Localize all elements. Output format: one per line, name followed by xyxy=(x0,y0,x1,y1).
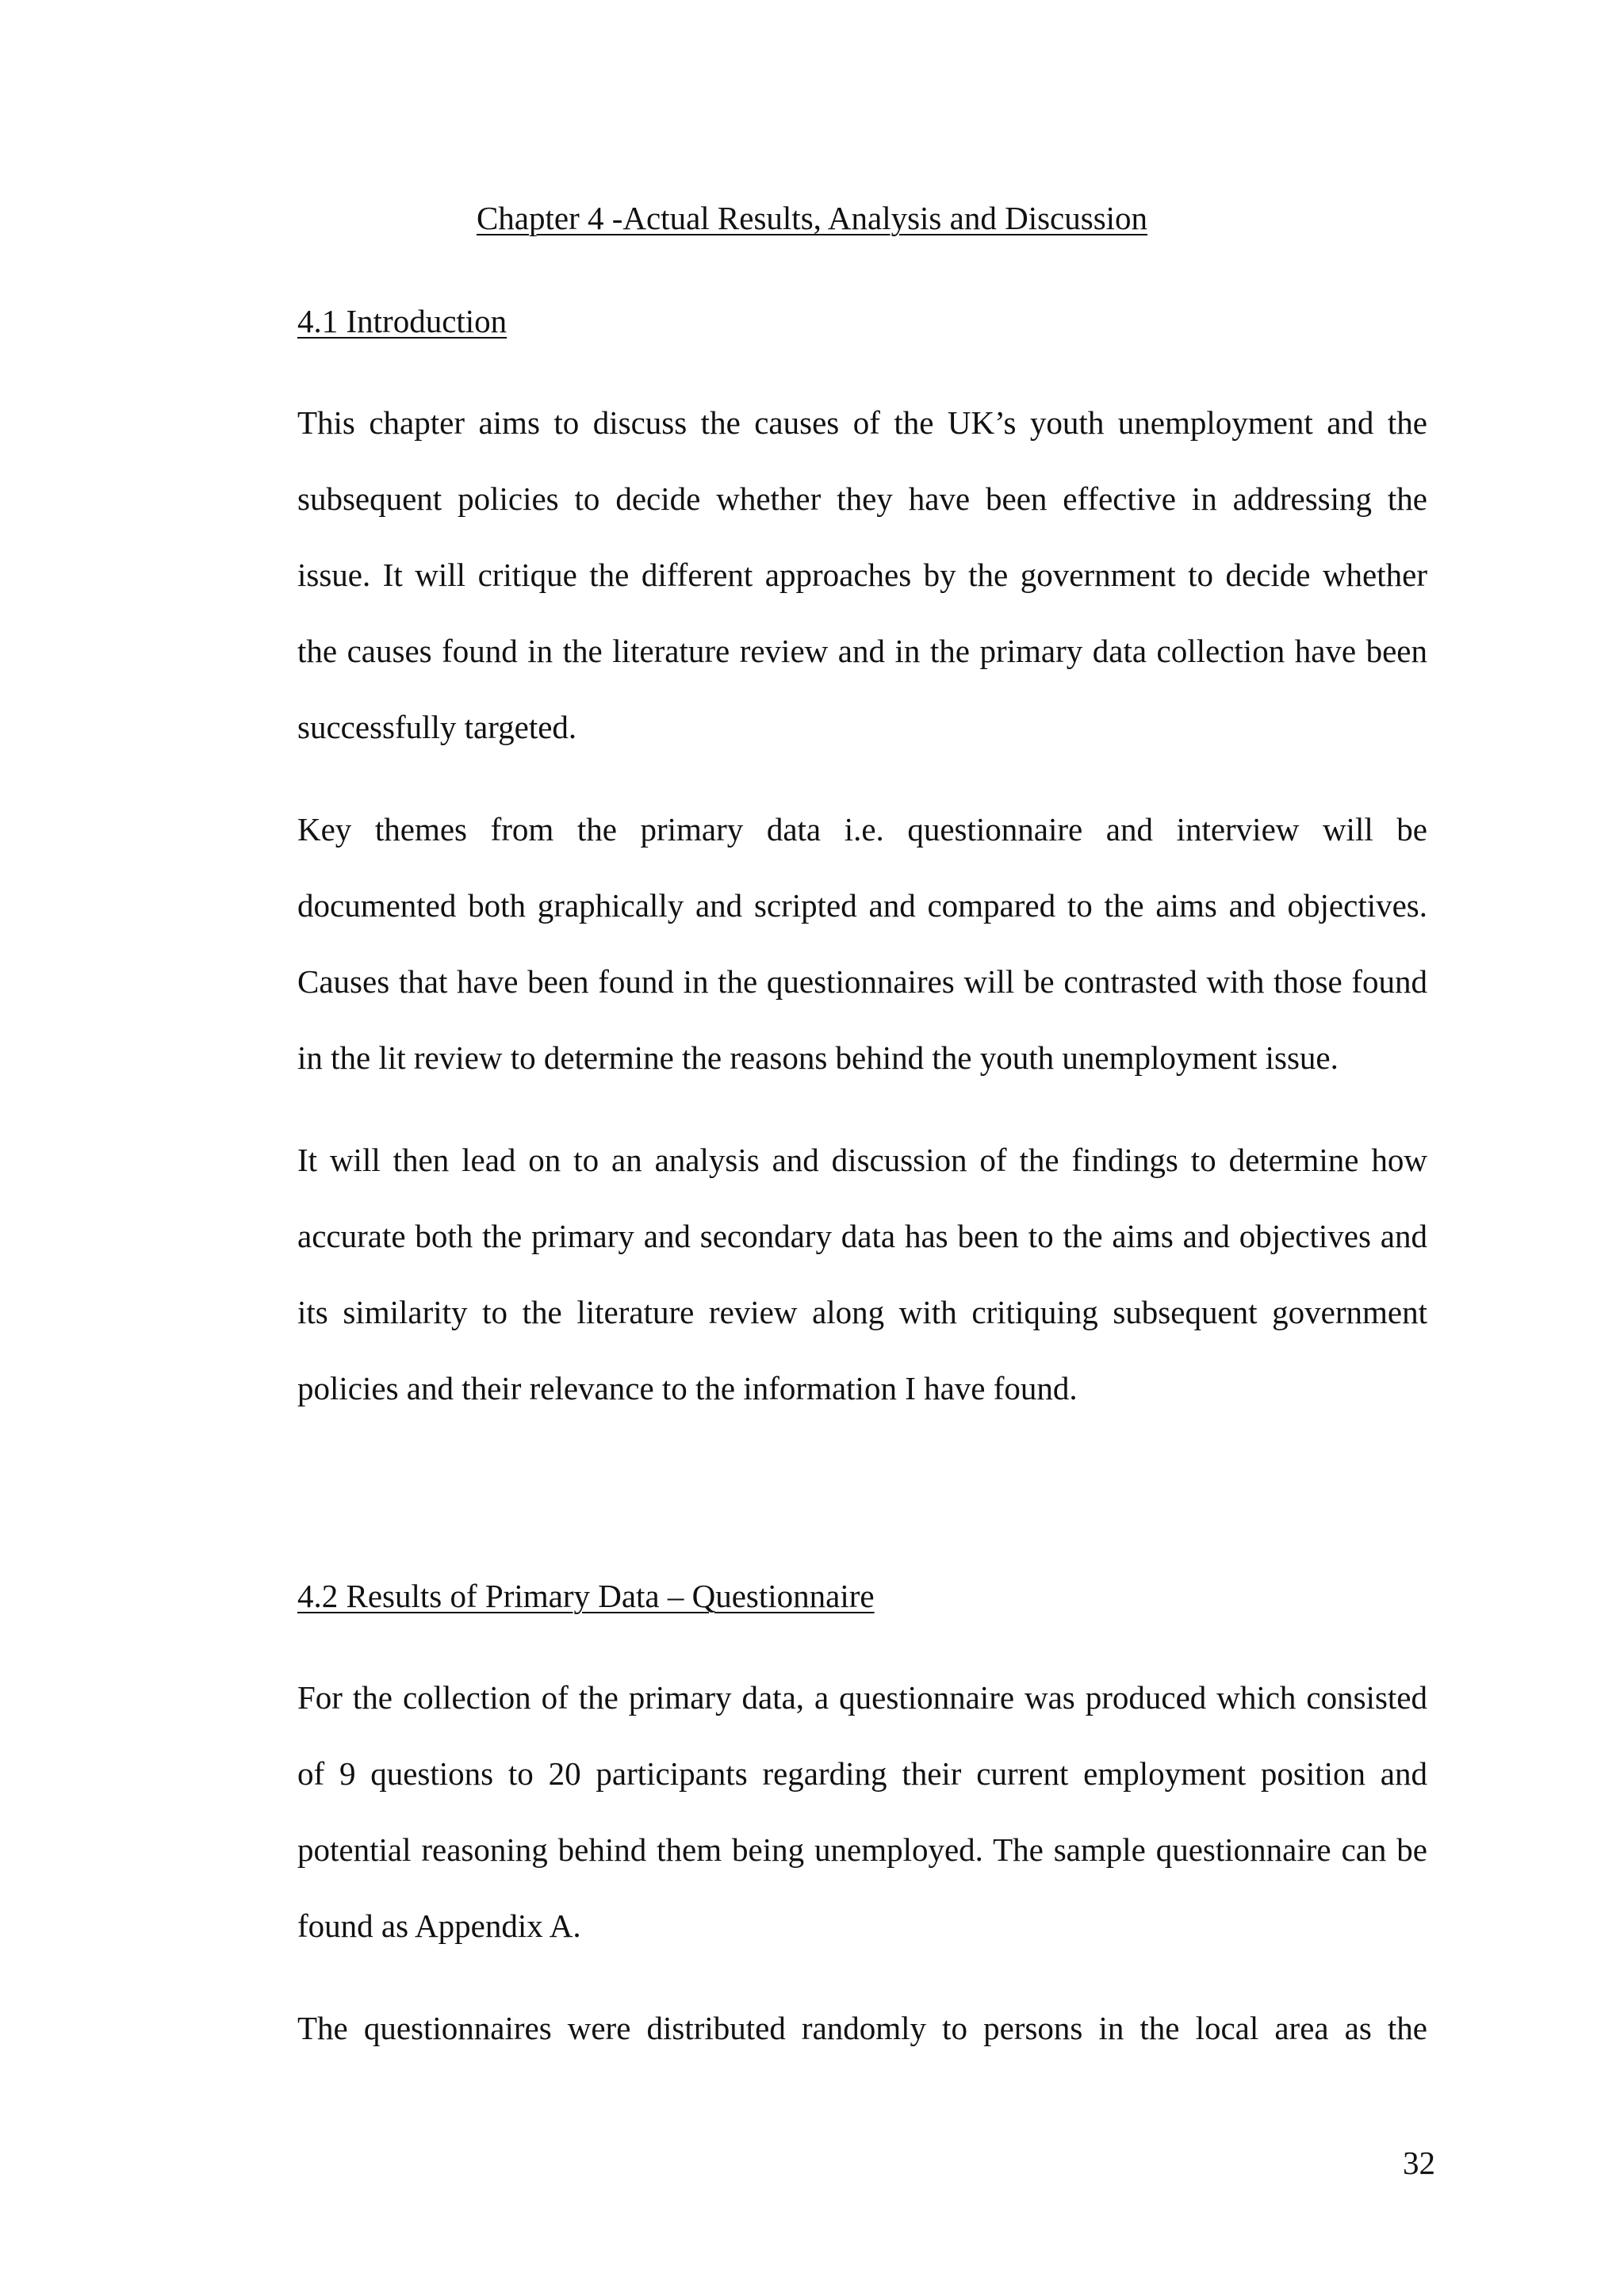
text-line: Causes that have been found in the questionnaires will be contrasted with those found xyxy=(297,963,1427,1000)
text-line: documented both graphically and scripted and compared to the aims and objectives. xyxy=(297,887,1427,924)
chapter-title xyxy=(0,196,1624,240)
text-line: found as Appendix A. xyxy=(297,1908,581,1944)
paragraph-intro-1 xyxy=(297,400,1427,781)
text-line: the causes found in the literature review and in the primary data collection have been xyxy=(297,633,1427,669)
section-heading-questionnaire: 4.2 Results of Primary Data – Questionnaire xyxy=(297,1578,875,1614)
text-line: potential reasoning behind them being unemployed. The sample questionnaire can be xyxy=(297,1831,1427,1868)
text-line: It will then lead on to an analysis and discussion of the findings to determine how xyxy=(297,1142,1427,1178)
text-line: For the collection of the primary data, a questionnaire was produced which consisted xyxy=(297,1679,1427,1716)
text-line: issue. It will critique the different approaches by the government to decide whether xyxy=(297,557,1427,593)
paragraph-intro-3 xyxy=(297,1138,1427,1442)
text-line: The questionnaires were distributed randomly to persons in the local area as the xyxy=(297,2010,1427,2046)
paragraph-intro-2 xyxy=(297,807,1427,1112)
text-line: accurate both the primary and secondary data has been to the aims and objectives and xyxy=(297,1218,1427,1254)
text-line: subsequent policies to decide whether they have been effective in addressing the xyxy=(297,480,1427,517)
text-line: policies and their relevance to the information I have found. xyxy=(297,1370,1078,1406)
paragraph-questionnaire-2 xyxy=(297,2006,1427,2082)
text-line: Key themes from the primary data i.e. questionnaire and interview will be xyxy=(297,811,1427,848)
chapter-title-text: Chapter 4 -Actual Results, Analysis and Discussion xyxy=(476,200,1148,236)
page-number: 32 xyxy=(1403,2145,1435,2181)
text-line: in the lit review to determine the reasons behind the youth unemployment issue. xyxy=(297,1039,1339,1076)
text-line: successfully targeted. xyxy=(297,709,577,745)
text-line: its similarity to the literature review along with critiquing subsequent government xyxy=(297,1294,1427,1330)
text-line: This chapter aims to discuss the causes of the UK’s youth unemployment and the xyxy=(297,404,1427,441)
section-heading-introduction: 4.1 Introduction xyxy=(297,303,508,339)
paragraph-questionnaire-1 xyxy=(297,1675,1427,1980)
text-line: of 9 questions to 20 participants regarding their current employment position and xyxy=(297,1755,1427,1792)
